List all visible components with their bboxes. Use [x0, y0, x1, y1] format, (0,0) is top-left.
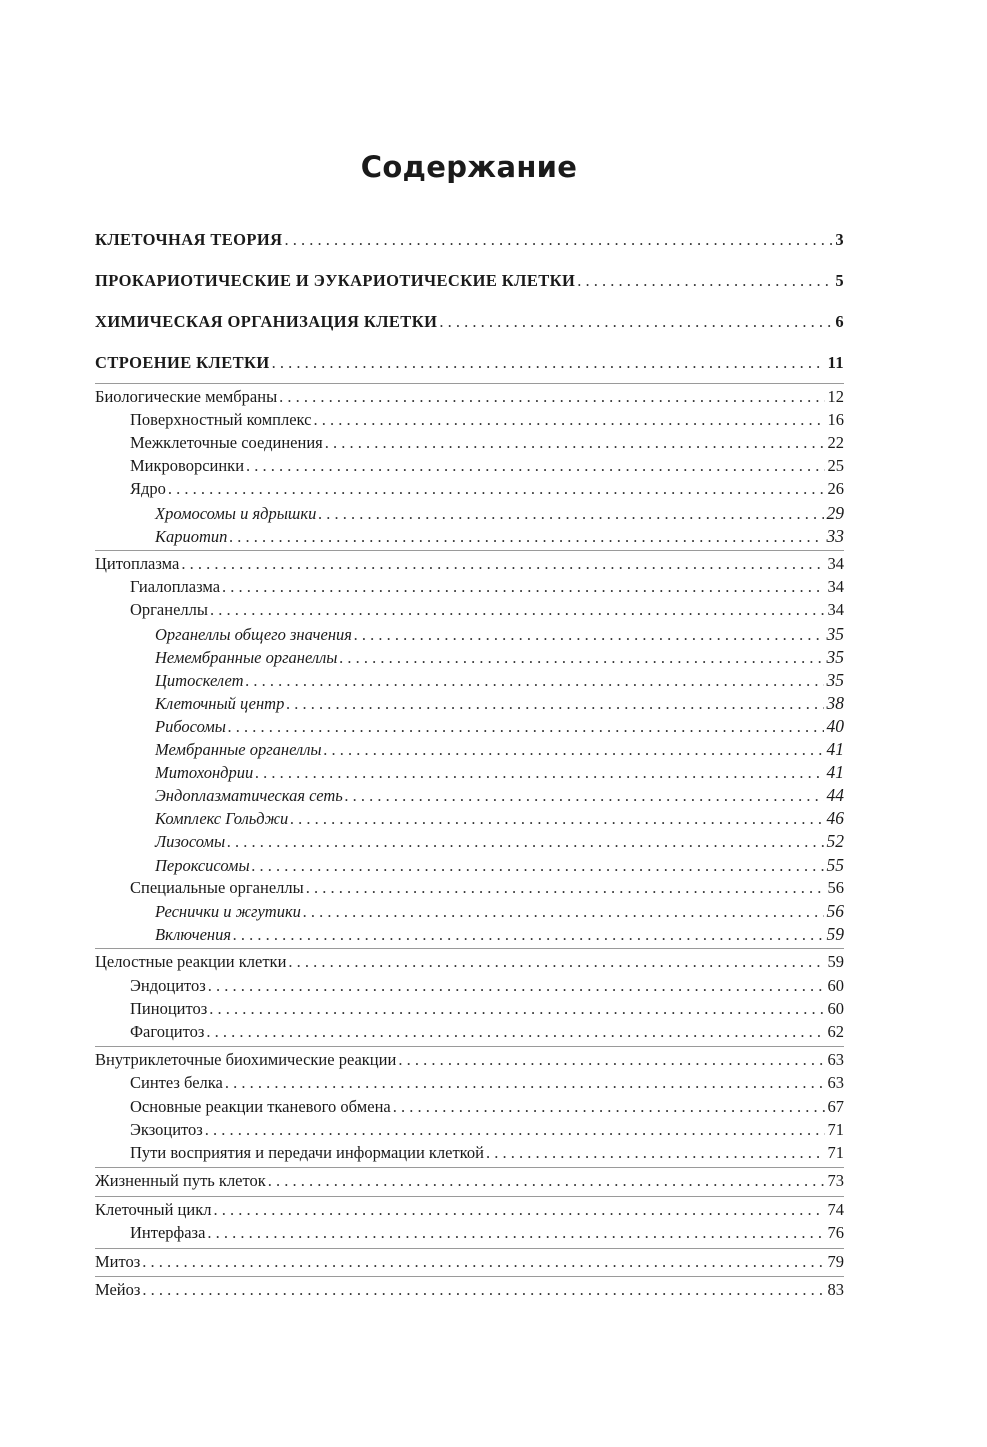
toc-entry[interactable] — [95, 854, 844, 876]
toc-entry-title: Клеточный цикл — [95, 1199, 212, 1219]
toc-entry-title: КЛЕТОЧНАЯ ТЕОРИЯ — [95, 230, 283, 249]
dot-leader — [208, 975, 825, 997]
toc-entry[interactable] — [95, 1021, 844, 1043]
toc-entry-title: Эндоплазматическая сеть — [155, 786, 343, 806]
dot-leader — [246, 670, 824, 692]
toc-entry-page-number: 12 — [827, 387, 844, 406]
toc-entry-page-number: 55 — [826, 854, 844, 875]
page-title: Содержание — [360, 150, 578, 184]
dot-leader — [233, 924, 823, 946]
toc-entry-title: Немембранные органеллы — [155, 647, 338, 667]
toc-entry-page-number: 74 — [827, 1199, 844, 1219]
toc-entry-title: Мембранные органеллы — [155, 740, 322, 759]
toc-entry[interactable] — [95, 525, 844, 547]
toc-entry-page-number: 62 — [827, 1021, 844, 1041]
toc-entry-title: Комплекс Гольджи — [155, 809, 289, 829]
group-divider — [95, 1167, 844, 1168]
dot-leader — [227, 831, 823, 853]
toc-entry-page-number: 71 — [827, 1142, 844, 1162]
dot-leader — [228, 716, 824, 738]
toc-entry-page-number: 41 — [826, 762, 844, 783]
toc-entry-page-number: 73 — [827, 1171, 844, 1191]
toc-entry[interactable] — [95, 692, 844, 714]
toc-entry-title: Митохондрии — [155, 763, 254, 783]
toc-entry[interactable] — [95, 409, 844, 431]
toc-entry[interactable] — [95, 646, 844, 668]
dot-leader — [272, 352, 825, 374]
dot-leader — [486, 1142, 825, 1164]
toc-entry[interactable] — [95, 1096, 844, 1118]
group-divider — [95, 550, 844, 551]
toc-entry-page-number: 35 — [826, 623, 844, 644]
toc-entry-page-number: 35 — [826, 669, 844, 690]
toc-entry-page-number: 16 — [827, 410, 844, 430]
table-of-contents — [95, 0, 844, 1447]
toc-entry[interactable] — [95, 900, 844, 922]
toc-entry-title: Микроворсинки — [130, 456, 245, 476]
dot-leader — [279, 386, 824, 408]
toc-entry-title: Рибосомы — [155, 716, 226, 736]
toc-entry-title: Хромосомы и ядрышки — [155, 503, 317, 523]
toc-entry[interactable] — [95, 951, 844, 973]
toc-entry-title: Синтез белка — [130, 1073, 223, 1093]
toc-entry-page-number: 5 — [835, 271, 844, 290]
toc-entry-title: Интерфаза — [130, 1223, 206, 1242]
toc-entry-title: Цитоплазма — [95, 554, 180, 574]
toc-entry-title: ПРОКАРИОТИЧЕСКИЕ И ЭУКАРИОТИЧЕСКИЕ КЛЕТКИ — [95, 271, 576, 290]
toc-entry[interactable] — [95, 455, 844, 477]
toc-entry-page-number: 35 — [826, 646, 844, 667]
toc-entry-page-number: 63 — [827, 1050, 844, 1070]
group-divider — [95, 1046, 844, 1047]
toc-entry-title: Пиноцитоз — [130, 998, 208, 1018]
toc-entry-page-number: 11 — [827, 353, 844, 372]
toc-entry[interactable] — [95, 1251, 844, 1273]
toc-entry-title: Экзоцитоз — [130, 1119, 203, 1139]
toc-entry-title: Клеточный центр — [155, 693, 285, 713]
toc-entry[interactable] — [95, 623, 844, 645]
dot-leader — [324, 739, 824, 761]
toc-entry-title: Внутриклеточные биохимические реакции — [95, 1050, 397, 1070]
toc-entry[interactable] — [95, 553, 844, 575]
toc-entry-title: Целостные реакции клетки — [95, 952, 287, 972]
group-divider — [95, 1248, 844, 1249]
toc-entry-page-number: 22 — [827, 433, 844, 453]
dot-leader — [168, 478, 825, 500]
toc-entry-page-number: 52 — [826, 831, 844, 852]
toc-entry-title: Жизненный путь клеток — [95, 1171, 266, 1191]
toc-entry[interactable] — [95, 1222, 844, 1244]
dot-leader — [288, 951, 824, 973]
toc-entry-title: Поверхностный комплекс — [130, 410, 312, 430]
toc-entry-title: Митоз — [95, 1251, 141, 1271]
toc-entry-title: Эндоцитоз — [130, 975, 206, 995]
toc-entry[interactable] — [95, 877, 844, 899]
dot-leader — [290, 808, 823, 830]
toc-entry-page-number: 56 — [827, 877, 844, 897]
toc-entry[interactable] — [95, 1072, 844, 1094]
dot-leader — [303, 901, 824, 923]
toc-entry-title: ХИМИЧЕСКАЯ ОРГАНИЗАЦИЯ КЛЕТКИ — [95, 312, 438, 331]
toc-entry[interactable] — [95, 1119, 844, 1141]
toc-entry[interactable] — [95, 352, 844, 374]
toc-entry-title: Органеллы — [130, 600, 208, 620]
toc-entry-page-number: 46 — [826, 808, 844, 829]
toc-entry[interactable] — [95, 761, 844, 783]
toc-entry-title: Мейоз — [95, 1280, 141, 1300]
dot-leader — [313, 409, 824, 431]
dot-leader — [229, 526, 823, 548]
dot-leader — [325, 432, 825, 454]
toc-entry[interactable] — [95, 229, 844, 251]
group-divider — [95, 1276, 844, 1277]
toc-entry-title: Лизосомы — [155, 832, 226, 852]
toc-entry-page-number: 34 — [827, 554, 844, 574]
dot-leader — [318, 503, 823, 525]
dot-leader — [255, 762, 823, 784]
toc-entry-title: Пути восприятия и передачи информации клеткой — [130, 1142, 484, 1162]
group-divider — [95, 383, 844, 384]
toc-entry-page-number: 40 — [826, 715, 844, 736]
toc-entry[interactable] — [95, 1142, 844, 1164]
toc-entry-page-number: 33 — [826, 525, 844, 546]
toc-entry[interactable] — [95, 576, 844, 598]
dot-leader — [354, 624, 824, 646]
dot-leader — [222, 576, 824, 598]
dot-leader — [246, 455, 824, 477]
toc-entry[interactable] — [95, 715, 844, 737]
toc-entry-title: Биологические мембраны — [95, 387, 278, 406]
toc-entry-title: Ядро — [130, 479, 166, 499]
toc-entry-page-number: 60 — [827, 998, 844, 1018]
dot-leader — [213, 1199, 824, 1221]
toc-entry-title: Фагоцитоз — [130, 1021, 205, 1041]
toc-entry-page-number: 59 — [826, 923, 844, 944]
toc-entry-page-number: 26 — [827, 479, 844, 499]
dot-leader — [142, 1251, 824, 1273]
toc-entry-page-number: 34 — [827, 577, 844, 597]
toc-entry-title: Включения — [155, 924, 232, 944]
toc-entry-page-number: 38 — [826, 692, 844, 713]
toc-entry-page-number: 67 — [827, 1096, 844, 1116]
toc-entry-page-number: 71 — [827, 1119, 844, 1139]
toc-entry-page-number: 44 — [826, 785, 844, 806]
dot-leader — [345, 785, 824, 807]
toc-entry-page-number: 6 — [835, 312, 844, 331]
toc-entry[interactable] — [95, 502, 844, 524]
toc-entry[interactable] — [95, 1279, 844, 1301]
dot-leader — [339, 647, 823, 669]
dot-leader — [268, 1170, 825, 1192]
toc-entry[interactable] — [95, 432, 844, 454]
toc-entry[interactable] — [95, 1199, 844, 1221]
toc-entry[interactable] — [95, 784, 844, 806]
toc-entry-page-number: 41 — [826, 739, 844, 759]
toc-entry-title: Гиалоплазма — [130, 577, 221, 597]
dot-leader — [577, 270, 832, 292]
toc-entry-page-number: 34 — [827, 600, 844, 620]
dot-leader — [142, 1279, 824, 1301]
dot-leader — [398, 1049, 824, 1071]
toc-entry-page-number: 29 — [826, 502, 844, 523]
toc-entry[interactable] — [95, 599, 844, 621]
dot-leader — [225, 1072, 825, 1094]
toc-entry[interactable] — [95, 830, 844, 852]
toc-entry[interactable] — [95, 270, 844, 292]
dot-leader — [210, 599, 825, 621]
toc-entry[interactable] — [95, 1170, 844, 1192]
toc-entry-page-number: 25 — [827, 456, 844, 476]
toc-entry-title: Органеллы общего значения — [155, 624, 352, 644]
toc-entry-title: Специальные органеллы — [130, 877, 304, 897]
toc-entry[interactable] — [95, 998, 844, 1020]
toc-entry-page-number: 79 — [827, 1251, 844, 1271]
toc-entry[interactable] — [95, 1049, 844, 1071]
group-divider — [95, 1196, 844, 1197]
toc-entry[interactable] — [95, 807, 844, 829]
toc-entry-title: Кариотип — [155, 526, 228, 546]
toc-entry-page-number: 63 — [827, 1073, 844, 1093]
toc-entry-page-number: 59 — [827, 952, 844, 972]
dot-leader — [252, 855, 824, 877]
toc-entry[interactable] — [95, 669, 844, 691]
toc-entry-title: Цитоскелет — [155, 670, 244, 690]
toc-entry-title: Реснички и жгутики — [155, 901, 301, 921]
dot-leader — [207, 1222, 824, 1244]
dot-leader — [286, 693, 823, 715]
toc-entry-page-number: 76 — [827, 1223, 844, 1242]
toc-entry[interactable] — [95, 738, 844, 760]
toc-entry-title: СТРОЕНИЕ КЛЕТКИ — [95, 353, 270, 372]
toc-entry-title: Пероксисомы — [155, 855, 250, 875]
dot-leader — [206, 1021, 824, 1043]
toc-entry-page-number: 83 — [827, 1280, 844, 1300]
toc-entry-page-number: 56 — [826, 900, 844, 921]
toc-entry[interactable] — [95, 975, 844, 997]
toc-entry-page-number: 60 — [827, 975, 844, 995]
dot-leader — [284, 229, 832, 251]
toc-entry[interactable] — [95, 311, 844, 333]
toc-entry[interactable] — [95, 478, 844, 500]
toc-entry-title: Основные реакции тканевого обмена — [130, 1096, 391, 1116]
toc-entry[interactable] — [95, 386, 844, 408]
dot-leader — [439, 311, 832, 333]
dot-leader — [393, 1096, 825, 1118]
dot-leader — [209, 998, 824, 1020]
dot-leader — [306, 877, 825, 899]
group-divider — [95, 948, 844, 949]
toc-entry-title: Межклеточные соединения — [130, 433, 323, 453]
dot-leader — [181, 553, 824, 575]
dot-leader — [205, 1119, 825, 1141]
toc-entry-page-number: 3 — [835, 230, 844, 249]
toc-entry[interactable] — [95, 923, 844, 945]
